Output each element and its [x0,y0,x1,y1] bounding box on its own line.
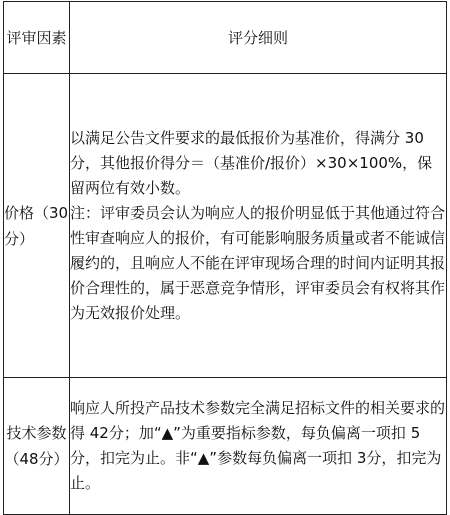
technical-rule-paragraph: 响应人所投产品技术参数完全满足招标文件的相关要求的得 42分；加“▲”为重要指标参数，每负偏离一项扣 5分，扣完为止。非“▲”参数每负偏离一项扣 3分，扣完为止。 [70,399,446,492]
scoring-table [3,1,447,515]
table-header-row [4,2,447,74]
price-note-paragraph: 注：评审委员会认为响应人的报价明显低于其他通过符合性审查响应人的报价，有可能影响服务质量或者不能诚信履约的，且响应人不能在评审现场合理的时间内证明其报价合理性的，属于恶意竞争情形，评审委员会有权将其作为无效报价处理。 [70,203,446,322]
header-detail-cell: 评分细则 [70,2,447,74]
price-rule-paragraph: 以满足公告文件要求的最低报价为基准价，得满分 30 分，其他报价得分＝（基准价/报价）×30×100%，保留两位有效小数。 [70,128,433,197]
technical-detail-cell [70,378,447,515]
technical-factor-cell: 技术参数（48分） [4,378,70,515]
table-row-technical [4,378,447,515]
table-row-price [4,74,447,378]
price-factor-cell: 价格（30分） [4,74,70,378]
price-detail-cell [70,74,447,378]
header-factor-cell: 评审因素 [4,2,70,74]
